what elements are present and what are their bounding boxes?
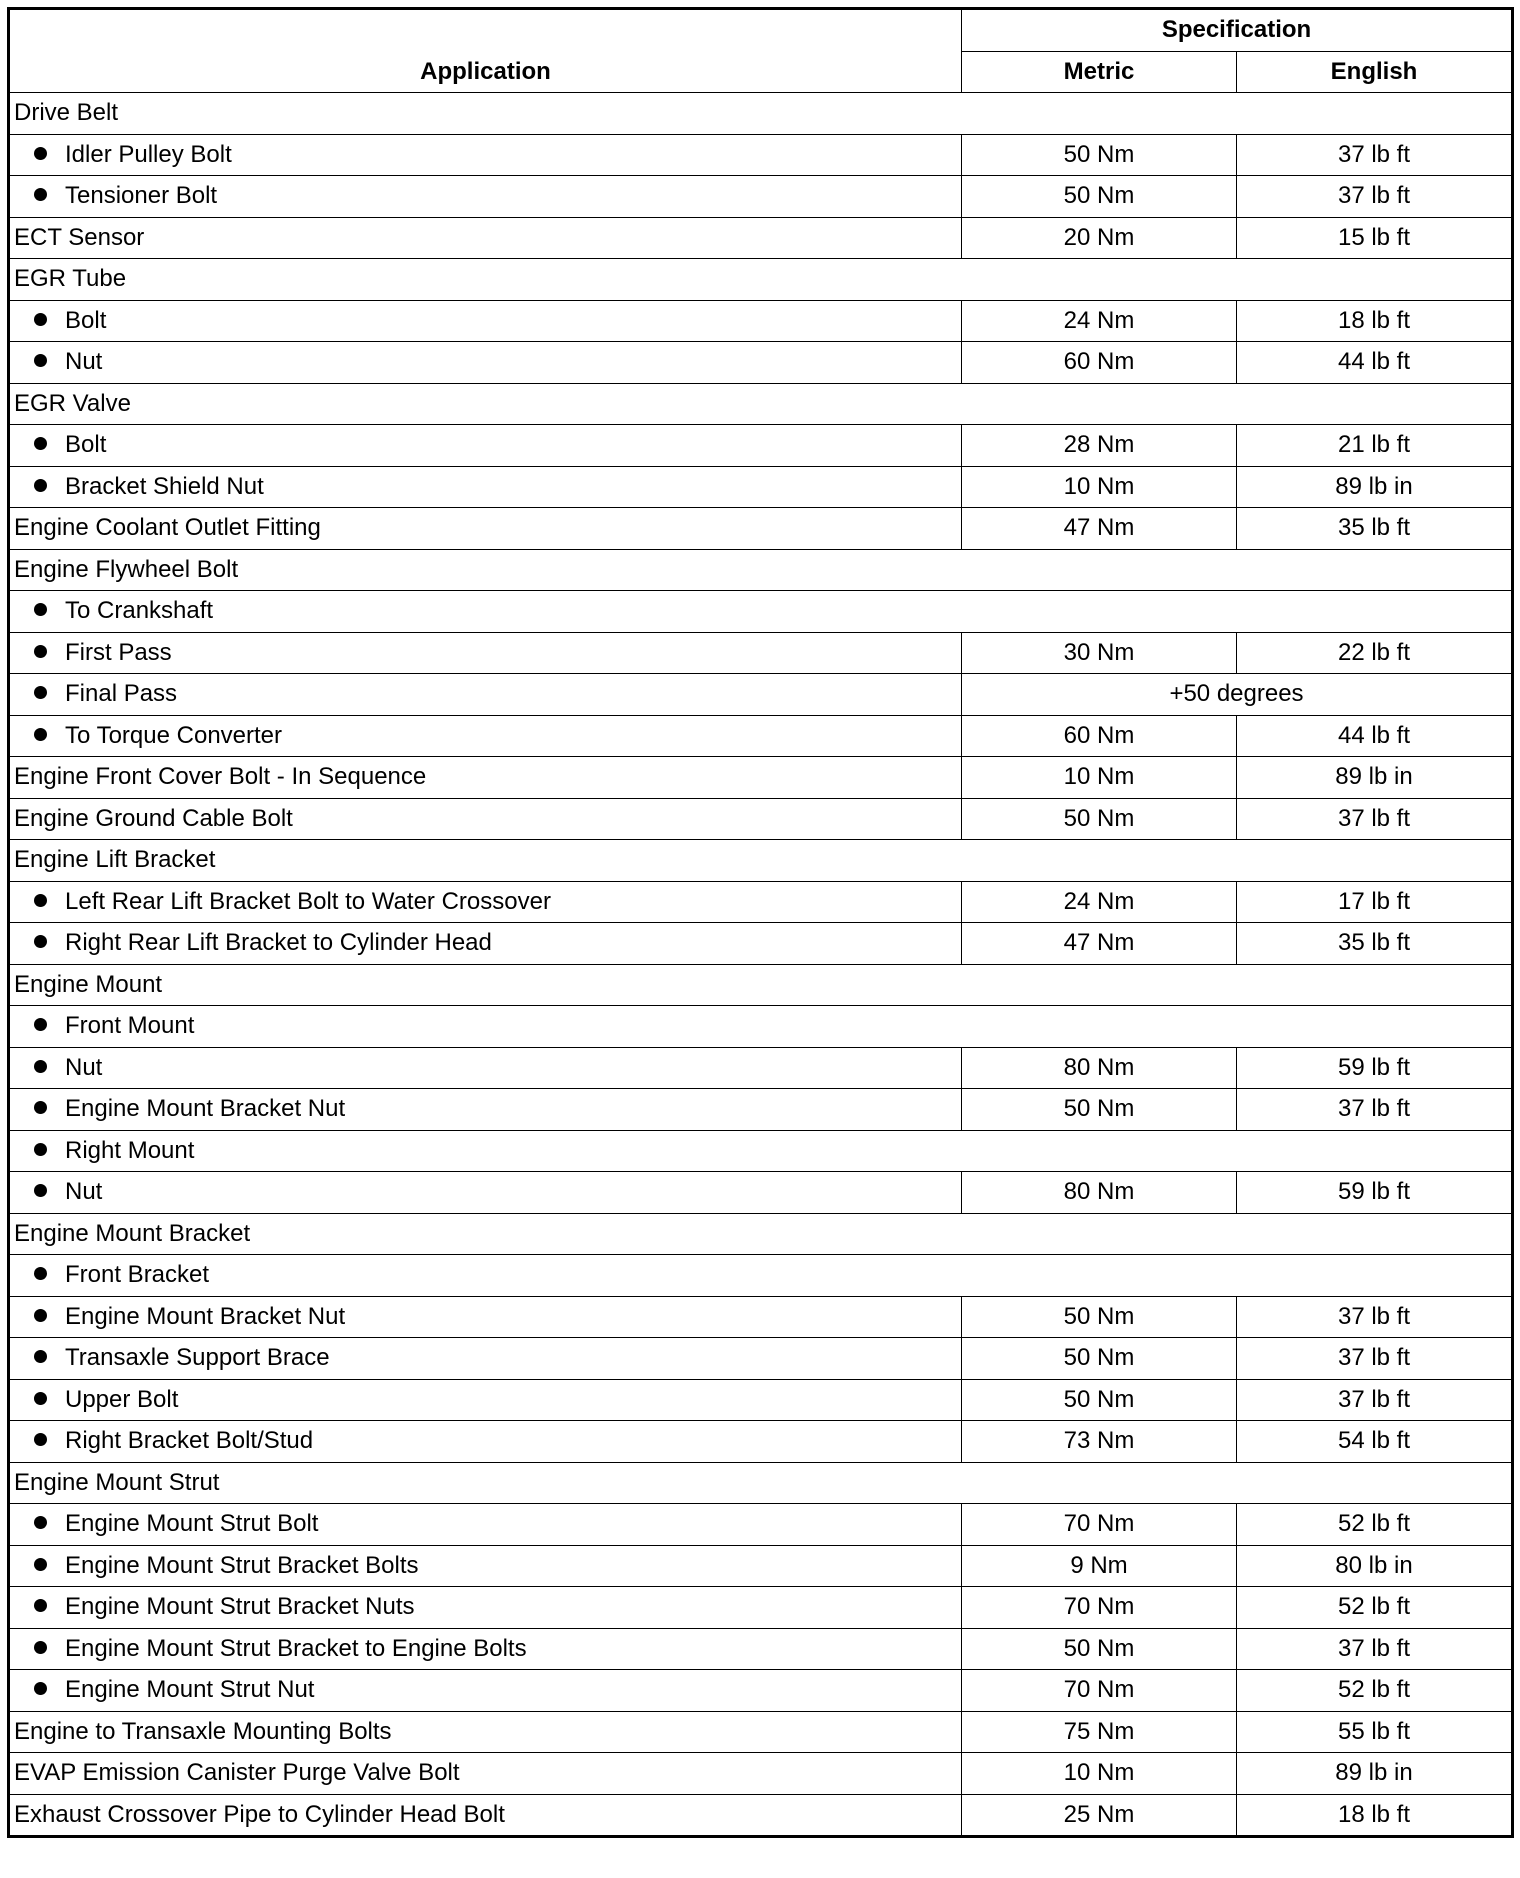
application-label: Right Mount bbox=[65, 1136, 195, 1164]
application-label: Nut bbox=[65, 1053, 103, 1081]
table-row bbox=[9, 383, 1513, 425]
application-label: EGR Tube bbox=[14, 265, 127, 293]
table-row bbox=[9, 1504, 1513, 1546]
table-row bbox=[9, 1172, 1513, 1214]
application-cell bbox=[9, 1753, 962, 1795]
application-label: EVAP Emission Canister Purge Valve Bolt bbox=[14, 1759, 460, 1787]
bullet-icon bbox=[34, 603, 47, 616]
application-label: Engine to Transaxle Mounting Bolts bbox=[14, 1717, 392, 1745]
application-label: Bolt bbox=[65, 431, 107, 459]
metric-value-cell: 50 Nm bbox=[962, 1296, 1237, 1338]
header-metric: Metric bbox=[962, 51, 1237, 93]
english-value-cell: 37 lb ft bbox=[1237, 1379, 1513, 1421]
bullet-icon bbox=[34, 147, 47, 160]
table-row bbox=[9, 1753, 1513, 1795]
application-cell bbox=[9, 674, 962, 716]
application-cell bbox=[9, 383, 1513, 425]
application-label: Nut bbox=[65, 1178, 103, 1206]
table-row bbox=[9, 466, 1513, 508]
application-label: Engine Mount Bracket Nut bbox=[65, 1302, 346, 1330]
table-row bbox=[9, 425, 1513, 467]
table-row bbox=[9, 1545, 1513, 1587]
application-label: Engine Flywheel Bolt bbox=[14, 555, 239, 583]
table-row bbox=[9, 176, 1513, 218]
metric-value-cell: 10 Nm bbox=[962, 757, 1237, 799]
application-cell bbox=[9, 591, 1513, 633]
english-value-cell: 89 lb in bbox=[1237, 1753, 1513, 1795]
metric-value-cell: 24 Nm bbox=[962, 300, 1237, 342]
metric-value-cell: 10 Nm bbox=[962, 466, 1237, 508]
application-label: Upper Bolt bbox=[65, 1385, 179, 1413]
metric-value-cell: 50 Nm bbox=[962, 1379, 1237, 1421]
bullet-icon bbox=[34, 1060, 47, 1073]
table-row bbox=[9, 715, 1513, 757]
table-row bbox=[9, 1670, 1513, 1712]
table-row bbox=[9, 1379, 1513, 1421]
application-cell bbox=[9, 881, 962, 923]
metric-value-cell: 30 Nm bbox=[962, 632, 1237, 674]
metric-value-cell: 80 Nm bbox=[962, 1047, 1237, 1089]
table-row bbox=[9, 1587, 1513, 1629]
application-label: Bolt bbox=[65, 306, 107, 334]
application-label: Engine Mount bbox=[14, 970, 163, 998]
application-cell bbox=[9, 342, 962, 384]
header-specification: Specification bbox=[962, 9, 1513, 52]
bullet-icon bbox=[34, 354, 47, 367]
bullet-icon bbox=[34, 1018, 47, 1031]
application-label: Right Bracket Bolt/Stud bbox=[65, 1427, 314, 1455]
table-row bbox=[9, 300, 1513, 342]
table-row bbox=[9, 798, 1513, 840]
application-label: Engine Lift Bracket bbox=[14, 846, 216, 874]
english-value-cell: 52 lb ft bbox=[1237, 1670, 1513, 1712]
metric-value-cell: 70 Nm bbox=[962, 1670, 1237, 1712]
bullet-icon bbox=[34, 1682, 47, 1695]
bullet-icon bbox=[34, 645, 47, 658]
application-cell bbox=[9, 1421, 962, 1463]
table-row bbox=[9, 757, 1513, 799]
english-value-cell: 22 lb ft bbox=[1237, 632, 1513, 674]
metric-value-cell: 50 Nm bbox=[962, 1089, 1237, 1131]
table-row bbox=[9, 1255, 1513, 1297]
english-value-cell: 35 lb ft bbox=[1237, 923, 1513, 965]
table-row bbox=[9, 1296, 1513, 1338]
bullet-icon bbox=[34, 313, 47, 326]
application-label: To Crankshaft bbox=[65, 597, 214, 625]
application-cell bbox=[9, 964, 1513, 1006]
application-cell bbox=[9, 1379, 962, 1421]
metric-value-cell: 70 Nm bbox=[962, 1504, 1237, 1546]
english-value-cell: 52 lb ft bbox=[1237, 1587, 1513, 1629]
english-value-cell: 37 lb ft bbox=[1237, 1296, 1513, 1338]
application-label: Bracket Shield Nut bbox=[65, 472, 264, 500]
application-label: EGR Valve bbox=[14, 389, 131, 417]
metric-value-cell: 47 Nm bbox=[962, 923, 1237, 965]
bullet-icon bbox=[34, 188, 47, 201]
application-cell bbox=[9, 217, 962, 259]
table-row bbox=[9, 1047, 1513, 1089]
metric-value-cell: 9 Nm bbox=[962, 1545, 1237, 1587]
application-cell bbox=[9, 549, 1513, 591]
table-row bbox=[9, 259, 1513, 301]
application-cell bbox=[9, 425, 962, 467]
application-cell bbox=[9, 300, 962, 342]
application-cell bbox=[9, 1338, 962, 1380]
application-cell bbox=[9, 466, 962, 508]
metric-value-cell: 75 Nm bbox=[962, 1711, 1237, 1753]
bullet-icon bbox=[34, 894, 47, 907]
table-row bbox=[9, 923, 1513, 965]
bullet-icon bbox=[34, 1392, 47, 1405]
application-label: Engine Front Cover Bolt - In Sequence bbox=[14, 763, 427, 791]
application-cell bbox=[9, 1255, 1513, 1297]
application-cell bbox=[9, 632, 962, 674]
spec-value-cell: +50 degrees bbox=[962, 674, 1513, 716]
application-cell bbox=[9, 923, 962, 965]
english-value-cell: 54 lb ft bbox=[1237, 1421, 1513, 1463]
table-body bbox=[9, 93, 1513, 1837]
bullet-icon bbox=[34, 1267, 47, 1280]
application-cell bbox=[9, 840, 1513, 882]
application-label: Transaxle Support Brace bbox=[65, 1344, 330, 1372]
application-label: To Torque Converter bbox=[65, 721, 283, 749]
application-cell bbox=[9, 134, 962, 176]
metric-value-cell: 80 Nm bbox=[962, 1172, 1237, 1214]
application-cell bbox=[9, 1047, 962, 1089]
metric-value-cell: 70 Nm bbox=[962, 1587, 1237, 1629]
table-row bbox=[9, 1338, 1513, 1380]
application-label: Engine Mount Strut Bracket to Engine Bolts bbox=[65, 1634, 527, 1662]
application-cell bbox=[9, 176, 962, 218]
english-value-cell: 21 lb ft bbox=[1237, 425, 1513, 467]
table-row bbox=[9, 591, 1513, 633]
english-value-cell: 18 lb ft bbox=[1237, 300, 1513, 342]
application-label: Nut bbox=[65, 348, 103, 376]
table-row bbox=[9, 881, 1513, 923]
application-label: Right Rear Lift Bracket to Cylinder Head bbox=[65, 929, 492, 957]
application-label: Engine Mount Strut Bracket Nuts bbox=[65, 1593, 415, 1621]
english-value-cell: 44 lb ft bbox=[1237, 342, 1513, 384]
application-label: Engine Ground Cable Bolt bbox=[14, 804, 293, 832]
metric-value-cell: 50 Nm bbox=[962, 176, 1237, 218]
application-cell bbox=[9, 1213, 1513, 1255]
application-label: Exhaust Crossover Pipe to Cylinder Head Bolt bbox=[14, 1800, 505, 1828]
metric-value-cell: 25 Nm bbox=[962, 1794, 1237, 1837]
table-row bbox=[9, 1089, 1513, 1131]
bullet-icon bbox=[34, 437, 47, 450]
application-label: Front Mount bbox=[65, 1012, 195, 1040]
application-label: Engine Mount Bracket bbox=[14, 1219, 251, 1247]
application-label: Engine Mount Strut bbox=[14, 1468, 220, 1496]
application-label: Front Bracket bbox=[65, 1261, 210, 1289]
application-cell bbox=[9, 1628, 962, 1670]
application-cell bbox=[9, 1587, 962, 1629]
table-row bbox=[9, 549, 1513, 591]
application-label: Tensioner Bolt bbox=[65, 182, 218, 210]
table-row bbox=[9, 508, 1513, 550]
bullet-icon bbox=[34, 1558, 47, 1571]
bullet-icon bbox=[34, 1641, 47, 1654]
metric-value-cell: 20 Nm bbox=[962, 217, 1237, 259]
application-cell bbox=[9, 757, 962, 799]
table-row bbox=[9, 134, 1513, 176]
english-value-cell: 35 lb ft bbox=[1237, 508, 1513, 550]
metric-value-cell: 50 Nm bbox=[962, 134, 1237, 176]
bullet-icon bbox=[34, 728, 47, 741]
english-value-cell: 80 lb in bbox=[1237, 1545, 1513, 1587]
application-cell bbox=[9, 1794, 962, 1837]
application-cell bbox=[9, 1462, 1513, 1504]
table-row bbox=[9, 93, 1513, 135]
table-row bbox=[9, 217, 1513, 259]
bullet-icon bbox=[34, 1350, 47, 1363]
application-label: Engine Coolant Outlet Fitting bbox=[14, 514, 321, 542]
application-cell bbox=[9, 1504, 962, 1546]
table-row bbox=[9, 840, 1513, 882]
header-application: Application bbox=[9, 9, 962, 93]
table-row bbox=[9, 674, 1513, 716]
application-cell bbox=[9, 259, 1513, 301]
application-cell bbox=[9, 1296, 962, 1338]
english-value-cell: 18 lb ft bbox=[1237, 1794, 1513, 1837]
application-label: ECT Sensor bbox=[14, 223, 145, 251]
torque-spec-table bbox=[7, 7, 1514, 1838]
metric-value-cell: 47 Nm bbox=[962, 508, 1237, 550]
english-value-cell: 17 lb ft bbox=[1237, 881, 1513, 923]
application-label: First Pass bbox=[65, 638, 172, 666]
english-value-cell: 37 lb ft bbox=[1237, 1338, 1513, 1380]
bullet-icon bbox=[34, 1184, 47, 1197]
table-row bbox=[9, 1711, 1513, 1753]
application-cell bbox=[9, 715, 962, 757]
table-row bbox=[9, 1006, 1513, 1048]
bullet-icon bbox=[34, 1309, 47, 1322]
application-label: Engine Mount Strut Bracket Bolts bbox=[65, 1551, 419, 1579]
metric-value-cell: 10 Nm bbox=[962, 1753, 1237, 1795]
table-row bbox=[9, 1628, 1513, 1670]
english-value-cell: 37 lb ft bbox=[1237, 1628, 1513, 1670]
english-value-cell: 89 lb in bbox=[1237, 757, 1513, 799]
english-value-cell: 15 lb ft bbox=[1237, 217, 1513, 259]
application-cell bbox=[9, 1130, 1513, 1172]
bullet-icon bbox=[34, 1101, 47, 1114]
english-value-cell: 37 lb ft bbox=[1237, 798, 1513, 840]
table-row bbox=[9, 1130, 1513, 1172]
table-row bbox=[9, 1462, 1513, 1504]
english-value-cell: 59 lb ft bbox=[1237, 1172, 1513, 1214]
application-label: Final Pass bbox=[65, 680, 178, 708]
application-label: Engine Mount Bracket Nut bbox=[65, 1095, 346, 1123]
table-row bbox=[9, 342, 1513, 384]
table-row bbox=[9, 1794, 1513, 1837]
application-label: Left Rear Lift Bracket Bolt to Water Crossover bbox=[65, 887, 551, 915]
bullet-icon bbox=[34, 1516, 47, 1529]
bullet-icon bbox=[34, 1599, 47, 1612]
application-cell bbox=[9, 1089, 962, 1131]
application-label: Drive Belt bbox=[14, 99, 119, 127]
table-row bbox=[9, 632, 1513, 674]
metric-value-cell: 28 Nm bbox=[962, 425, 1237, 467]
table-row bbox=[9, 1213, 1513, 1255]
metric-value-cell: 73 Nm bbox=[962, 1421, 1237, 1463]
english-value-cell: 52 lb ft bbox=[1237, 1504, 1513, 1546]
english-value-cell: 89 lb in bbox=[1237, 466, 1513, 508]
application-label: Engine Mount Strut Nut bbox=[65, 1676, 315, 1704]
bullet-icon bbox=[34, 686, 47, 699]
application-cell bbox=[9, 93, 1513, 135]
metric-value-cell: 60 Nm bbox=[962, 715, 1237, 757]
english-value-cell: 44 lb ft bbox=[1237, 715, 1513, 757]
metric-value-cell: 24 Nm bbox=[962, 881, 1237, 923]
application-cell bbox=[9, 1711, 962, 1753]
bullet-icon bbox=[34, 1143, 47, 1156]
bullet-icon bbox=[34, 479, 47, 492]
application-label: Idler Pulley Bolt bbox=[65, 140, 232, 168]
application-cell bbox=[9, 508, 962, 550]
table-row bbox=[9, 964, 1513, 1006]
english-value-cell: 37 lb ft bbox=[1237, 1089, 1513, 1131]
table-row bbox=[9, 1421, 1513, 1463]
metric-value-cell: 60 Nm bbox=[962, 342, 1237, 384]
table-header bbox=[9, 9, 1513, 93]
application-cell bbox=[9, 798, 962, 840]
bullet-icon bbox=[34, 935, 47, 948]
application-cell bbox=[9, 1006, 1513, 1048]
metric-value-cell: 50 Nm bbox=[962, 1628, 1237, 1670]
english-value-cell: 59 lb ft bbox=[1237, 1047, 1513, 1089]
bullet-icon bbox=[34, 1433, 47, 1446]
metric-value-cell: 50 Nm bbox=[962, 1338, 1237, 1380]
application-cell bbox=[9, 1670, 962, 1712]
application-cell bbox=[9, 1172, 962, 1214]
application-label: Engine Mount Strut Bolt bbox=[65, 1510, 319, 1538]
english-value-cell: 55 lb ft bbox=[1237, 1711, 1513, 1753]
header-english: English bbox=[1237, 51, 1513, 93]
metric-value-cell: 50 Nm bbox=[962, 798, 1237, 840]
english-value-cell: 37 lb ft bbox=[1237, 134, 1513, 176]
english-value-cell: 37 lb ft bbox=[1237, 176, 1513, 218]
application-cell bbox=[9, 1545, 962, 1587]
